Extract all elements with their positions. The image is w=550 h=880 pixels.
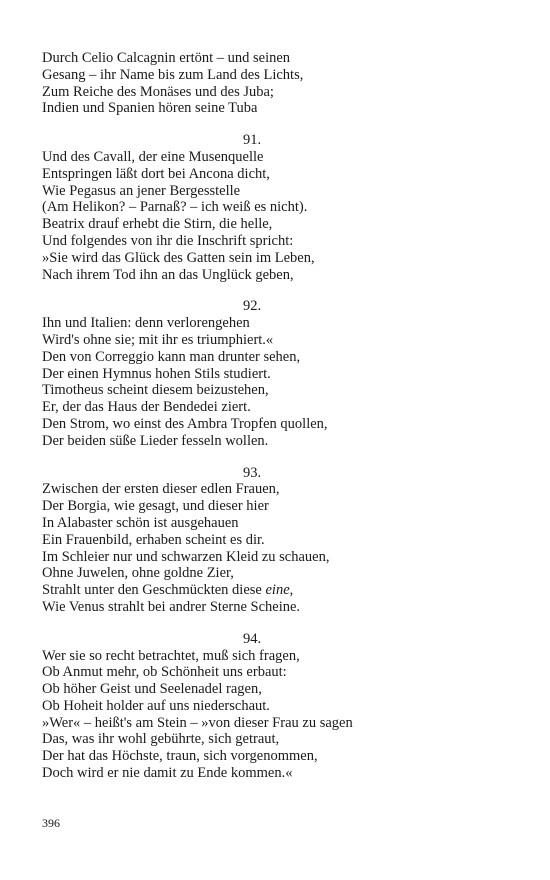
verse-line: Ob Anmut mehr, ob Schönheit uns erbaut:	[42, 664, 287, 681]
stanza-number: 92.	[242, 298, 262, 315]
verse-line: Ob höher Geist und Seelenadel ragen,	[42, 681, 262, 698]
verse-line	[42, 582, 512, 599]
verse-line: Und des Cavall, der eine Musenquelle	[42, 148, 264, 165]
verse-line: (Am Helikon? – Parnaß? – ich weiß es nicht).	[42, 199, 308, 216]
verse-line: Zum Reiche des Monäses und des Juba;	[42, 83, 274, 100]
verse-line: Und folgendes von ihr die Inschrift spricht:	[42, 232, 294, 249]
stanza-93	[42, 465, 512, 616]
verse-line: Ihn und Italien: denn verlorengehen	[42, 315, 250, 332]
verse-line: Das, was ihr wohl gebührte, sich getraut,	[42, 731, 280, 748]
verse-line: Entspringen läßt dort bei Ancona dicht,	[42, 165, 270, 182]
verse-line: Timotheus scheint diesem beizustehen,	[42, 382, 269, 399]
verse-line: Wird's ohne sie; mit ihr es triumphiert.«	[42, 331, 274, 348]
stanza-number: 91.	[242, 132, 262, 149]
intro-stanza	[42, 50, 512, 117]
stanza-94	[42, 631, 512, 782]
verse-line: Der einen Hymnus hohen Stils studiert.	[42, 365, 271, 382]
verse-line: Nach ihrem Tod ihn an das Unglück geben,	[42, 266, 294, 283]
verse-line: Wie Venus strahlt bei andrer Sterne Scheine.	[42, 598, 301, 615]
verse-line: Wie Pegasus an jener Bergesstelle	[42, 182, 241, 199]
verse-line: »Sie wird das Glück des Gatten sein im Leben,	[42, 249, 315, 266]
poem-page	[42, 50, 512, 782]
verse-line: Zwischen der ersten dieser edlen Frauen,	[42, 481, 280, 498]
verse-line: Den von Correggio kann man drunter sehen,	[42, 348, 301, 365]
verse-line: Durch Celio Calcagnin ertönt – und seinen	[42, 50, 291, 66]
verse-line-text: Strahlt unter den Geschmückten diese	[42, 582, 266, 599]
verse-line: Ein Frauenbild, erhaben scheint es dir.	[42, 531, 265, 548]
verse-line: Der beiden süße Lieder fesseln wollen.	[42, 432, 269, 449]
verse-line: Ohne Juwelen, ohne goldne Zier,	[42, 565, 234, 582]
verse-line: Im Schleier nur und schwarzen Kleid zu schauen,	[42, 548, 330, 565]
stanza-number: 94.	[242, 630, 262, 647]
verse-line: Doch wird er nie damit zu Ende kommen.«	[42, 765, 293, 782]
verse-line: Gesang – ihr Name bis zum Land des Lichts,	[42, 66, 304, 83]
italic-emphasis: eine,	[265, 582, 294, 599]
stanza-92	[42, 298, 512, 449]
verse-line: Ob Hoheit holder auf uns niederschaut.	[42, 697, 270, 714]
verse-line: Wer sie so recht betrachtet, muß sich fragen,	[42, 647, 300, 664]
verse-line: Der hat das Höchste, traun, sich vorgenommen,	[42, 748, 318, 765]
stanza-number: 93.	[242, 464, 262, 481]
verse-line: »Wer« – heißt's am Stein – »von dieser Frau zu sagen	[42, 714, 353, 731]
verse-line: In Alabaster schön ist ausgehauen	[42, 514, 239, 531]
verse-line: Er, der das Haus der Bendedei ziert.	[42, 399, 251, 416]
verse-line: Der Borgia, wie gesagt, und dieser hier	[42, 498, 269, 515]
stanza-91	[42, 132, 512, 283]
page-number: 396	[42, 816, 60, 830]
verse-line: Indien und Spanien hören seine Tuba	[42, 100, 258, 117]
verse-line: Beatrix drauf erhebt die Stirn, die helle,	[42, 216, 273, 233]
verse-line: Den Strom, wo einst des Ambra Tropfen quollen,	[42, 415, 328, 432]
